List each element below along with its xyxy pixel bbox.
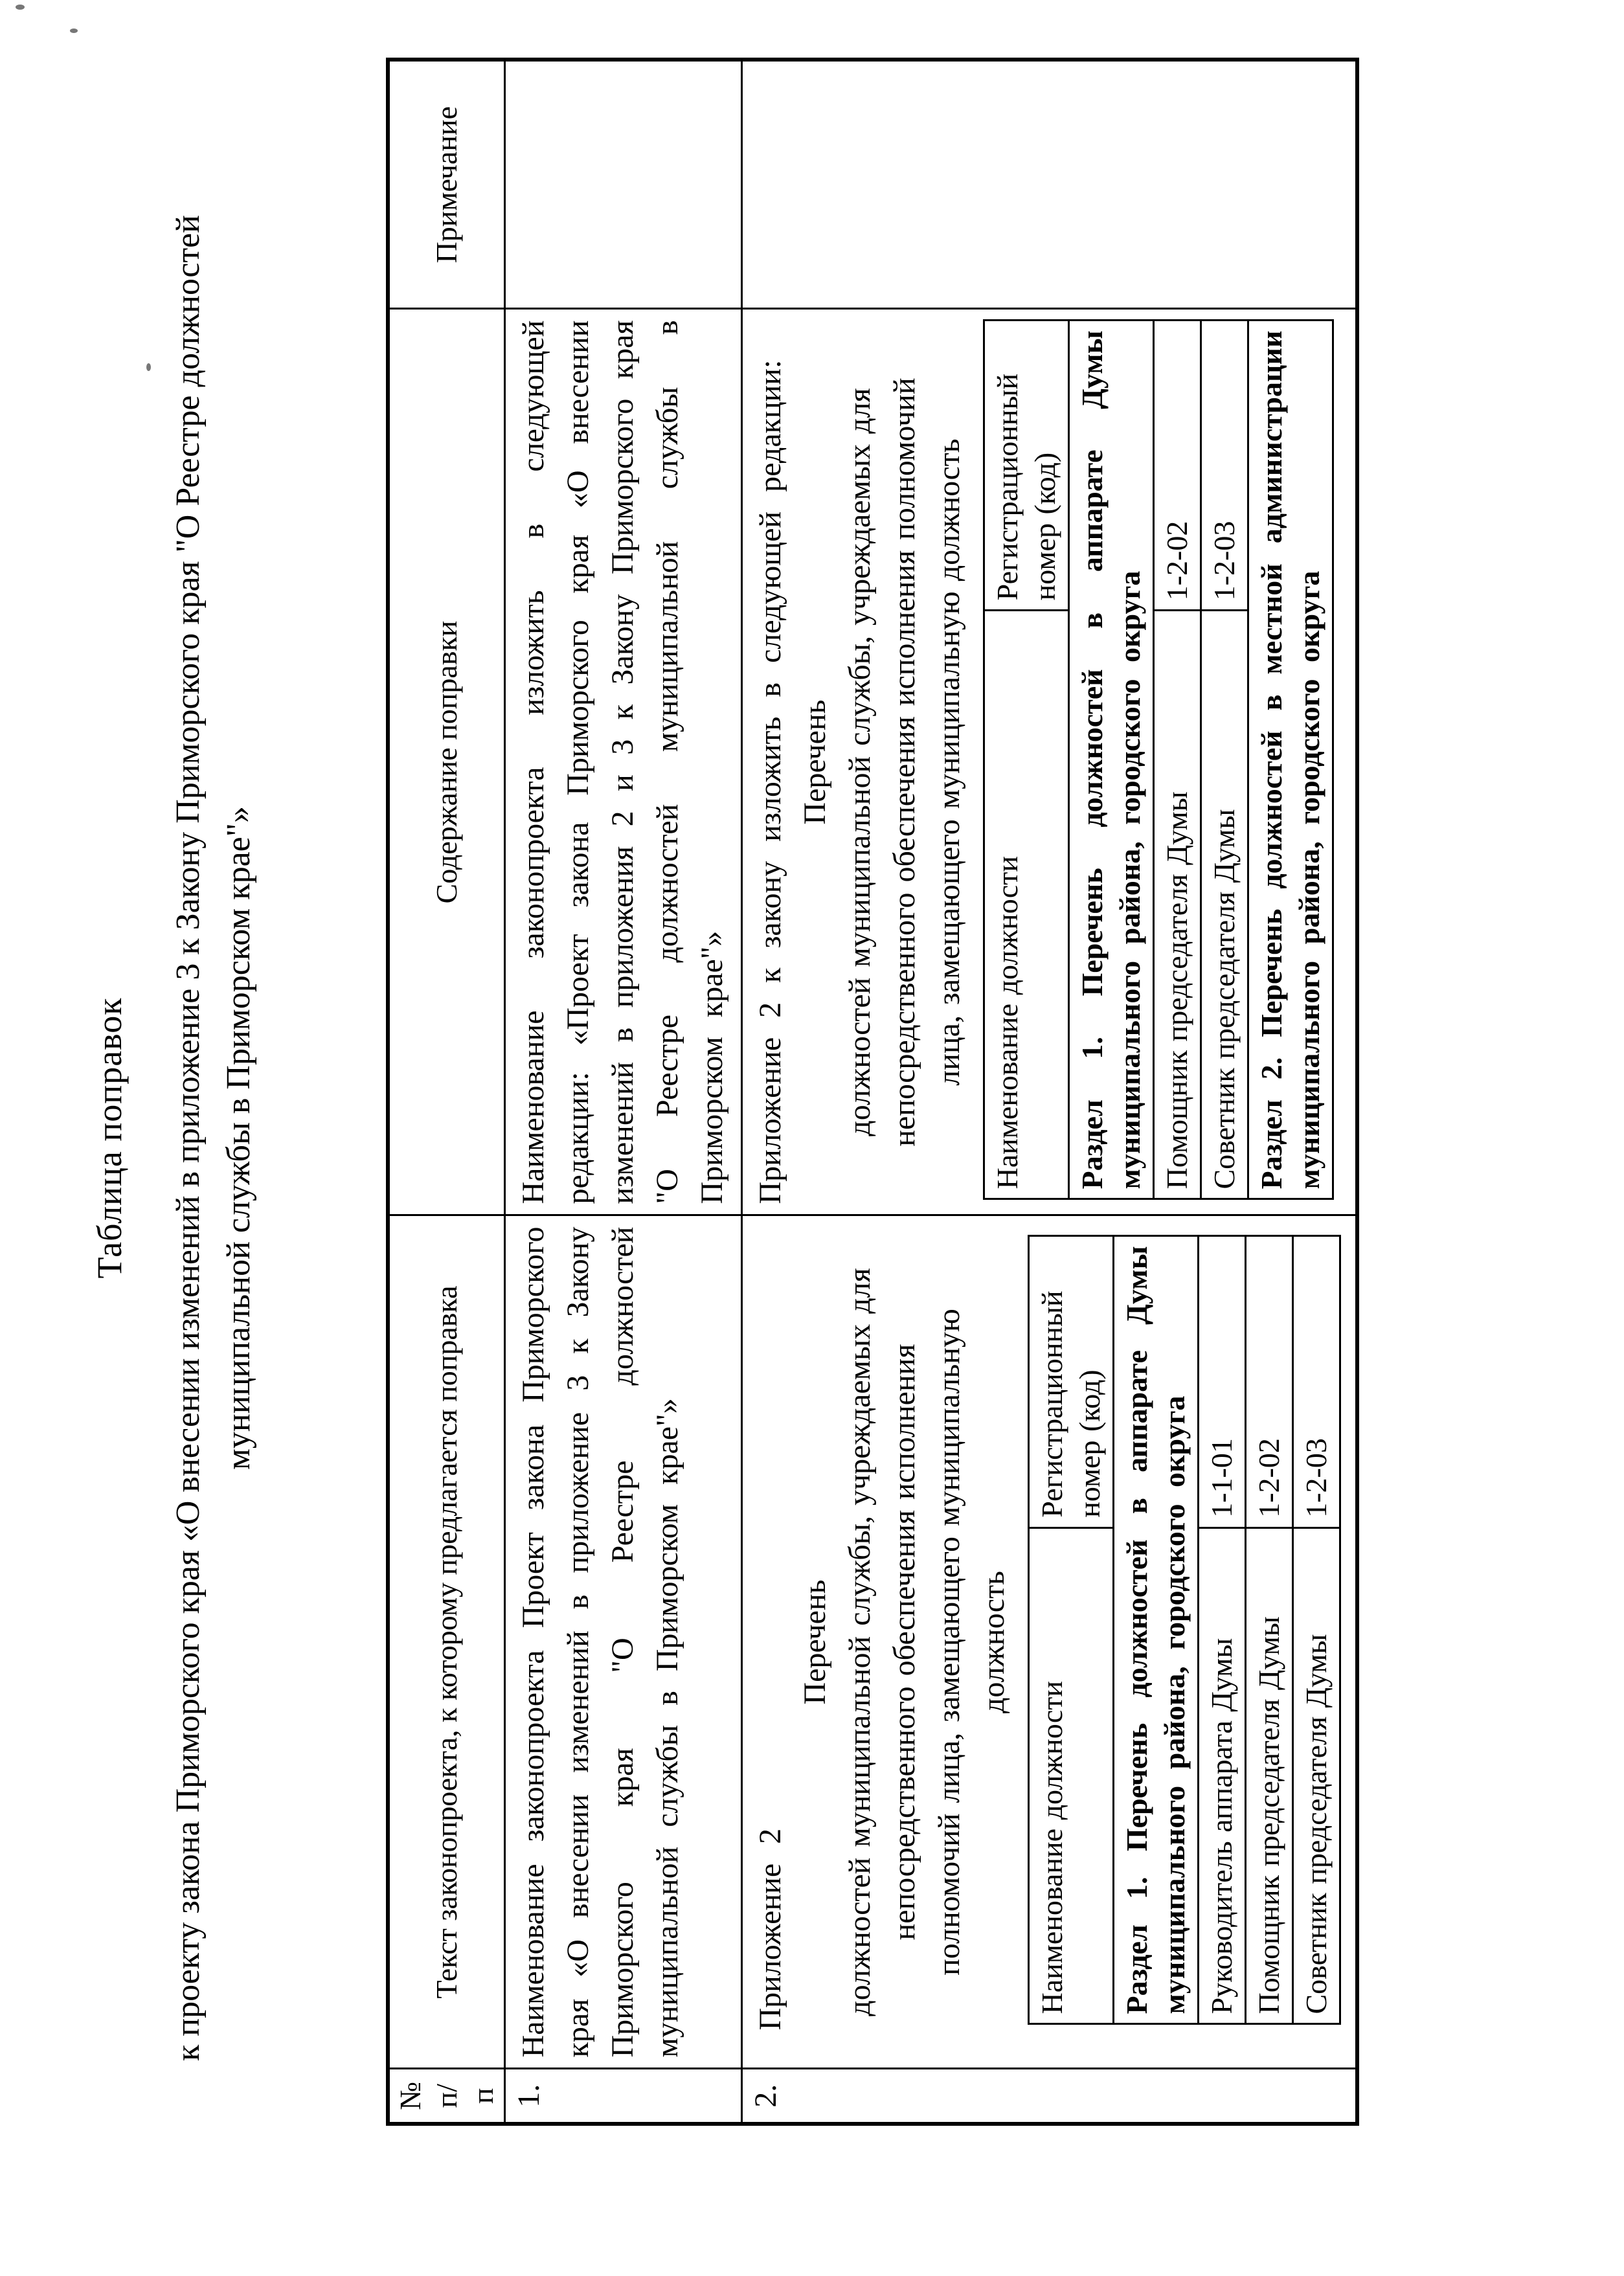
scan-artifact bbox=[16, 5, 25, 10]
section-row bbox=[1114, 1236, 1199, 2024]
page-subtitle: к проекту закона Приморского края «О внесении изменений в приложение 3 к Закону Приморского края "О Реестре должностей муниципальной службы в Приморском крае"» bbox=[170, 215, 257, 2061]
section1-label: Раздел 1. Перечень должностей в аппарате Думы муниципального района, городского округа bbox=[1069, 321, 1154, 1199]
position-name: Помощник председателя Думы bbox=[1246, 1527, 1293, 2024]
position-code: 1-2-02 bbox=[1154, 321, 1201, 611]
list-heading-title: Перечень bbox=[798, 699, 832, 825]
list-heading-body: должностей муниципальной службы, учреждаемых для непосредственного обеспечения исполнения полномочий лица, замещающего муниципальную должность bbox=[842, 1268, 1011, 2016]
nested-header-row bbox=[1029, 1236, 1114, 2024]
position-row bbox=[1201, 321, 1248, 1199]
col-header-note: Примечание bbox=[388, 60, 505, 309]
amendments-table bbox=[386, 58, 1359, 2126]
appendix-label: Приложение 2 bbox=[753, 1828, 787, 2031]
position-row bbox=[1199, 1236, 1246, 2024]
row2-amendment-content bbox=[742, 309, 1357, 1215]
col-header-num: № п/п bbox=[388, 2069, 505, 2124]
position-name: Руководитель аппарата Думы bbox=[1199, 1527, 1246, 2024]
nested-col-position: Наименование должности bbox=[984, 611, 1069, 1199]
table-row bbox=[742, 60, 1357, 2124]
position-name: Помощник председателя Думы bbox=[1154, 611, 1201, 1199]
position-row bbox=[1246, 1236, 1293, 2024]
nested-col-code: Регистрационный номер (код) bbox=[1029, 1236, 1114, 1527]
position-name: Советник председателя Думы bbox=[1201, 611, 1248, 1199]
list-heading-title: Перечень bbox=[798, 1579, 832, 1705]
section1-label: Раздел 1. Перечень должностей в аппарате Думы муниципального района, городского округа bbox=[1114, 1236, 1199, 2024]
col-header-amendment-content: Содержание поправки bbox=[388, 309, 505, 1215]
position-code: 1-2-03 bbox=[1293, 1236, 1340, 1527]
col-header-bill-text: Текст законопроекта, к которому предлагается поправка bbox=[388, 1215, 505, 2069]
row2-number: 2. bbox=[742, 2069, 1357, 2124]
page-title: Таблица поправок bbox=[90, 997, 129, 1279]
row1-amendment-content: Наименование законопроекта изложить в следующей редакции: «Проект закона Приморского края «О внесении изменений в приложения 2 и 3 к Закону Приморского края "О Реестре должностей муниципальной службы в Приморском крае"» bbox=[505, 309, 742, 1215]
amendment-intro: Приложение 2 к закону изложить в следующей редакции: bbox=[753, 359, 787, 1204]
row1-bill-text: Наименование законопроекта Проект закона Приморского края «О внесении изменений в приложение 3 к Закону Приморского края "О Реестре должностей муниципальной службы в Приморском крае"» bbox=[505, 1215, 742, 2069]
row2-bill-text bbox=[742, 1215, 1357, 2069]
nested-col-code: Регистрационный номер (код) bbox=[984, 321, 1069, 611]
positions-table-proposed bbox=[983, 320, 1334, 1200]
row1-number: 1. bbox=[505, 2069, 742, 2124]
row1-note bbox=[505, 60, 742, 309]
list-heading-body: должностей муниципальной службы, учреждаемых для непосредственного обеспечения исполнения полномочий лица, замещающего муниципальную должность bbox=[842, 377, 966, 1147]
nested-col-position: Наименование должности bbox=[1029, 1527, 1114, 2024]
table-row bbox=[505, 60, 742, 2124]
position-code: 1-1-01 bbox=[1199, 1236, 1246, 1527]
position-name: Советник председателя Думы bbox=[1293, 1527, 1340, 2024]
scan-artifact bbox=[146, 363, 151, 371]
scan-artifact bbox=[70, 28, 78, 33]
position-row bbox=[1154, 321, 1201, 1199]
section-row bbox=[1069, 321, 1154, 1199]
section2-label: Раздел 2. Перечень должностей в местной администрации муниципального района, городского округа bbox=[1248, 321, 1333, 1199]
position-row bbox=[1293, 1236, 1340, 2024]
nested-header-row bbox=[984, 321, 1069, 1199]
position-code: 1-2-03 bbox=[1201, 321, 1248, 611]
row2-note bbox=[742, 60, 1357, 309]
position-code: 1-2-02 bbox=[1246, 1236, 1293, 1527]
positions-table-current bbox=[1028, 1235, 1341, 2025]
section-row bbox=[1248, 321, 1333, 1199]
table-header-row bbox=[388, 60, 505, 2124]
